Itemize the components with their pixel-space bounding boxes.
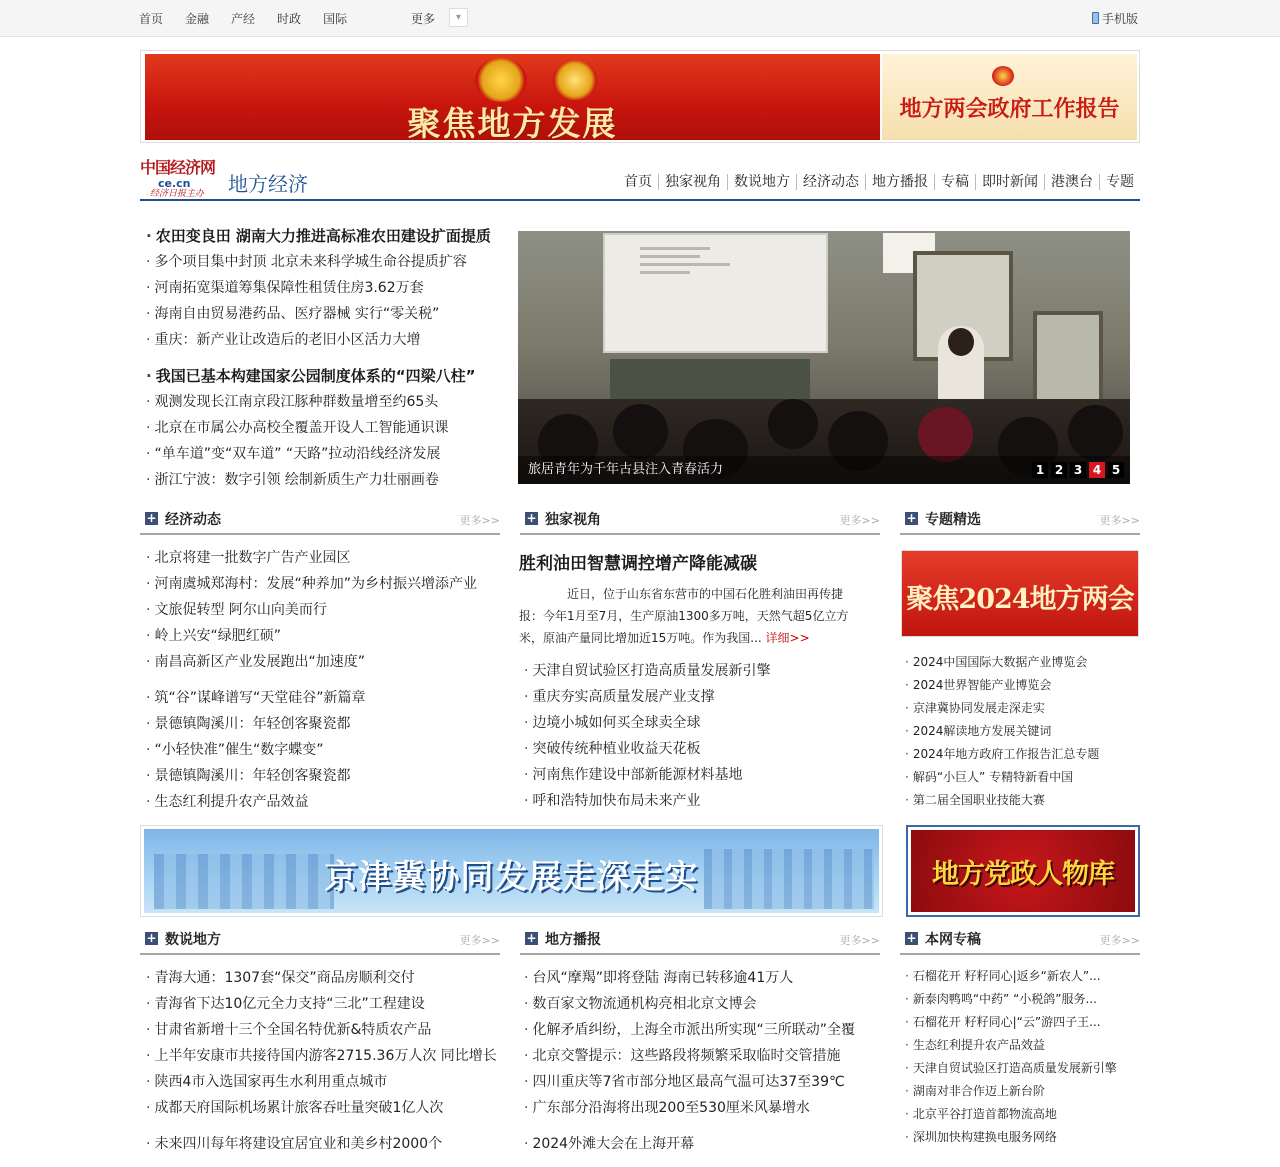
section-header-topics	[900, 509, 1140, 535]
top-nav-international[interactable]: 国际	[323, 12, 348, 26]
nav-features[interactable]: 专稿	[934, 174, 975, 190]
speaker-head	[948, 328, 974, 356]
list-item[interactable]: · 生态红利提升农产品效益	[905, 1034, 1137, 1057]
list-item[interactable]: · 北京平谷打造首都物流高地	[905, 1103, 1137, 1126]
top-nav-industry[interactable]: 产经	[231, 12, 256, 26]
projector-screen	[603, 233, 828, 353]
exclusive-list	[524, 658, 876, 814]
topic-banner-two-sessions[interactable]	[901, 550, 1139, 637]
photo-slideshow[interactable]	[518, 231, 1130, 484]
national-emblem-icon	[475, 58, 527, 102]
list-item[interactable]: · 天津自贸试验区打造高质量发展新引擎	[905, 1057, 1137, 1080]
nav-broadcast[interactable]: 地方播报	[865, 174, 934, 190]
headline-group-1	[146, 223, 506, 353]
promo-left-text: 京津冀协同发展走深走实	[324, 857, 699, 896]
list-item[interactable]: · 台风“摩羯”即将登陆 海南已转移逾41万人	[524, 965, 876, 991]
phone-icon	[1092, 12, 1099, 24]
top-nav-home[interactable]: 首页	[139, 12, 164, 26]
headline-item[interactable]: · 重庆：新产业让改造后的老旧小区活力大增	[146, 327, 506, 353]
list-item[interactable]: · 岭上兴安“绿肥红硕”	[146, 623, 498, 649]
list-item[interactable]: · 京津冀协同发展走深走实	[905, 697, 1140, 720]
list-item[interactable]: · 新泰肉鸭鸣“中药” “小税鸽”服务...	[905, 988, 1137, 1011]
exclusive-lead-title[interactable]: 胜利油田智慧调控增产降能减碳	[519, 554, 757, 574]
list-item[interactable]: · 边境小城如何买全球卖全球	[524, 710, 876, 736]
list-item[interactable]: · 河南虞城郑海村：发展“种养加”为乡村振兴增添产业	[146, 571, 498, 597]
more-link[interactable]: 更多>>	[1099, 514, 1140, 527]
channel-nav	[618, 174, 1140, 190]
banner-focus-local-development[interactable]	[145, 54, 880, 143]
plus-icon: +	[146, 511, 157, 525]
slide-page-button[interactable]: 2	[1051, 462, 1067, 478]
features-list	[905, 965, 1137, 1149]
list-item[interactable]: · 未来四川每年将建设宜居宜业和美乡村2000个	[146, 1131, 498, 1157]
headline-item[interactable]: · 观测发现长江南京段江豚种群数量增至约65头	[146, 389, 506, 415]
list-item[interactable]: · 南昌高新区产业发展跑出“加速度”	[146, 649, 498, 675]
headline-group-2	[146, 363, 506, 493]
list-item[interactable]: · 2024外滩大会在上海开幕	[524, 1131, 876, 1157]
nav-topics[interactable]: 专题	[1099, 174, 1140, 190]
top-nav-finance[interactable]: 金融	[185, 12, 210, 26]
top-banner	[140, 50, 1140, 143]
list-item[interactable]: · 第二届全国职业技能大赛	[905, 789, 1140, 812]
list-item[interactable]: · 北京交警提示：这些路段将频繁采取临时交管措施	[524, 1043, 876, 1069]
list-item[interactable]: · 呼和浩特加快布局未来产业	[524, 788, 876, 814]
economy-list-2	[146, 685, 498, 815]
promo-banner-officials-database[interactable]	[906, 825, 1140, 917]
mobile-version-link[interactable]	[1092, 10, 1138, 27]
list-item[interactable]: · 化解矛盾纠纷，上海全市派出所实现“三所联动”全覆	[524, 1017, 876, 1043]
headline-item[interactable]: · 浙江宁波：数字引领 绘制新质生产力壮丽画卷	[146, 467, 506, 493]
topic-banner-text: 聚焦2024地方两会	[906, 584, 1134, 615]
slide-page-button[interactable]: 1	[1032, 462, 1048, 478]
nav-economy[interactable]: 经济动态	[796, 174, 865, 190]
list-item[interactable]: · 突破传统种植业收益天花板	[524, 736, 876, 762]
headline-item[interactable]: · 河南拓宽渠道筹集保障性租赁住房3.62万套	[146, 275, 506, 301]
logo-tagline: 经济日报主办	[150, 189, 205, 199]
list-item[interactable]: · 2024世界智能产业博览会	[905, 674, 1140, 697]
exclusive-lead-body	[519, 583, 864, 649]
list-item[interactable]: · 石榴花开 籽籽同心|返乡“新农人”...	[905, 965, 1137, 988]
logo-name: 中国经济网	[140, 158, 216, 177]
list-item[interactable]: · 河南焦作建设中部新能源材料基地	[524, 762, 876, 788]
slide-page-button[interactable]: 5	[1108, 462, 1124, 478]
list-item[interactable]: · 成都天府国际机场累计旅客吞吐量突破1亿人次	[146, 1095, 498, 1121]
nav-exclusive[interactable]: 独家视角	[658, 174, 727, 190]
section-title[interactable]: 经济动态	[165, 512, 221, 528]
promo-banner-jingjinji[interactable]	[140, 825, 883, 917]
slide-page-button-active[interactable]: 4	[1089, 462, 1105, 478]
promo-right-text: 地方党政人物库	[932, 859, 1114, 890]
top-nav-politics[interactable]: 时政	[277, 12, 302, 26]
list-item[interactable]: · 青海大通：1307套“保交”商品房顺利交付	[146, 965, 498, 991]
top-bar	[0, 0, 1280, 37]
slide-caption[interactable]: 旅居青年为千年古县注入青春活力	[518, 456, 1130, 484]
emblem-icon	[992, 66, 1014, 86]
banner-right-text: 地方两会政府工作报告	[899, 96, 1120, 122]
channel-title: 地方经济	[228, 172, 308, 196]
plus-icon: +	[906, 511, 917, 525]
section-title[interactable]: 本网专稿	[925, 932, 981, 948]
detail-link[interactable]: 详细>>	[765, 631, 810, 645]
list-item[interactable]: · 筑“谷”谋峰谱写“天堂硅谷”新篇章	[146, 685, 498, 711]
top-more-label[interactable]: 更多	[411, 12, 436, 26]
slide-page-button[interactable]: 3	[1070, 462, 1086, 478]
nav-divider	[140, 199, 1140, 201]
section-title[interactable]: 独家视角	[545, 512, 601, 528]
more-link[interactable]: 更多>>	[839, 934, 880, 947]
more-link[interactable]: 更多>>	[459, 514, 500, 527]
data-local-list-2	[146, 1131, 498, 1157]
headline-item[interactable]: · 海南自由贸易港药品、医疗器械 实行“零关税”	[146, 301, 506, 327]
section-title[interactable]: 地方播报	[545, 932, 601, 948]
section-title[interactable]: 专题精选	[925, 512, 981, 528]
top-nav	[139, 10, 369, 27]
nav-data-local[interactable]: 数说地方	[727, 174, 796, 190]
list-item[interactable]: · 文旅促转型 阿尔山向美而行	[146, 597, 498, 623]
banner-left-text: 聚焦地方发展	[407, 104, 618, 143]
list-item[interactable]: · 景德镇陶溪川：年轻创客聚瓷都	[146, 763, 498, 789]
list-item[interactable]: · 湖南对非合作迈上新台阶	[905, 1080, 1137, 1103]
economy-list-1	[146, 545, 498, 675]
list-item[interactable]: · 陕西4市入选国家再生水利用重点城市	[146, 1069, 498, 1095]
plus-icon: +	[906, 931, 917, 945]
more-dropdown-icon[interactable]: ▾	[449, 8, 468, 27]
list-item[interactable]: · 石榴花开 籽籽同心|“云”游四子王...	[905, 1011, 1137, 1034]
list-item[interactable]: · 广东部分沿海将出现200至530厘米风暴增水	[524, 1095, 876, 1121]
list-item[interactable]: · 上半年安康市共接待国内游客2715.36万人次 同比增长	[146, 1043, 498, 1069]
plus-icon: +	[526, 511, 537, 525]
list-item[interactable]: · 北京将建一批数字广告产业园区	[146, 545, 498, 571]
section-header-features	[900, 929, 1140, 955]
list-item[interactable]: · 青海省下达10亿元全力支持“三北”工程建设	[146, 991, 498, 1017]
list-item[interactable]: · 景德镇陶溪川：年轻创客聚瓷都	[146, 711, 498, 737]
nav-hk-macao-taiwan[interactable]: 港澳台	[1044, 174, 1099, 190]
topics-list	[905, 651, 1140, 812]
broadcast-list-1	[524, 965, 876, 1121]
plus-icon: +	[526, 931, 537, 945]
list-item[interactable]: · “小轻快准”催生“数字蝶变”	[146, 737, 498, 763]
headline-item[interactable]: · 北京在市属公办高校全覆盖开设人工智能通识课	[146, 415, 506, 441]
cppcc-emblem-icon	[553, 60, 597, 100]
list-item[interactable]: · 生态红利提升农产品效益	[146, 789, 498, 815]
list-item[interactable]: · 重庆夯实高质量发展产业支撑	[524, 684, 876, 710]
list-item[interactable]: · 2024年地方政府工作报告汇总专题	[905, 743, 1140, 766]
banner-gov-work-report[interactable]	[882, 54, 1137, 140]
list-item[interactable]: · 甘肃省新增十三个全国名特优新&特质农产品	[146, 1017, 498, 1043]
broadcast-list-2	[524, 1131, 876, 1157]
headline-item[interactable]: · “单车道”变“双车道” “天路”拉动沿线经济发展	[146, 441, 506, 467]
nav-instant-news[interactable]: 即时新闻	[975, 174, 1044, 190]
list-item[interactable]: · 四川重庆等7省市部分地区最高气温可达37至39℃	[524, 1069, 876, 1095]
data-local-list-1	[146, 965, 498, 1121]
more-link[interactable]: 更多>>	[839, 514, 880, 527]
list-item[interactable]: · 数百家文物流通机构亮相北京文博会	[524, 991, 876, 1017]
slide-pager	[1029, 462, 1124, 478]
list-item[interactable]: · 解码“小巨人” 专精特新看中国	[905, 766, 1140, 789]
section-header-data-local	[140, 929, 500, 955]
headline-item[interactable]: · 农田变良田 湖南大力推进高标准农田建设扩面提质	[146, 223, 506, 249]
section-header-broadcast	[520, 929, 880, 955]
list-item[interactable]: · 深圳加快构建换电服务网络	[905, 1126, 1137, 1149]
nav-home[interactable]: 首页	[624, 174, 652, 190]
more-link[interactable]: 更多>>	[459, 934, 500, 947]
more-link[interactable]: 更多>>	[1099, 934, 1140, 947]
window	[1033, 311, 1103, 411]
promo-right-bg	[911, 830, 1135, 912]
list-item[interactable]: · 天津自贸试验区打造高质量发展新引擎	[524, 658, 876, 684]
section-header-exclusive	[520, 509, 880, 535]
promo-skyline	[144, 829, 879, 913]
headline-item[interactable]: · 我国已基本构建国家公园制度体系的“四梁八柱”	[146, 363, 506, 389]
section-title[interactable]: 数说地方	[165, 932, 221, 948]
list-item[interactable]: · 2024中国国际大数据产业博览会	[905, 651, 1140, 674]
site-logo[interactable]	[140, 155, 226, 197]
section-header-economy	[140, 509, 500, 535]
logo-domain: ce.cn	[158, 177, 191, 190]
headline-item[interactable]: · 多个项目集中封顶 北京未来科学城生命谷提质扩容	[146, 249, 506, 275]
exclusive-lead-text: 近日，位于山东省东营市的中国石化胜利油田再传捷报：今年1月至7月，生产原油1300多万吨，天然气超5亿立方米，原油产量同比增加近15万吨。作为我国...	[519, 587, 849, 645]
plus-icon: +	[146, 931, 157, 945]
list-item[interactable]: · 2024解读地方发展关键词	[905, 720, 1140, 743]
mobile-label: 手机版	[1102, 12, 1139, 26]
